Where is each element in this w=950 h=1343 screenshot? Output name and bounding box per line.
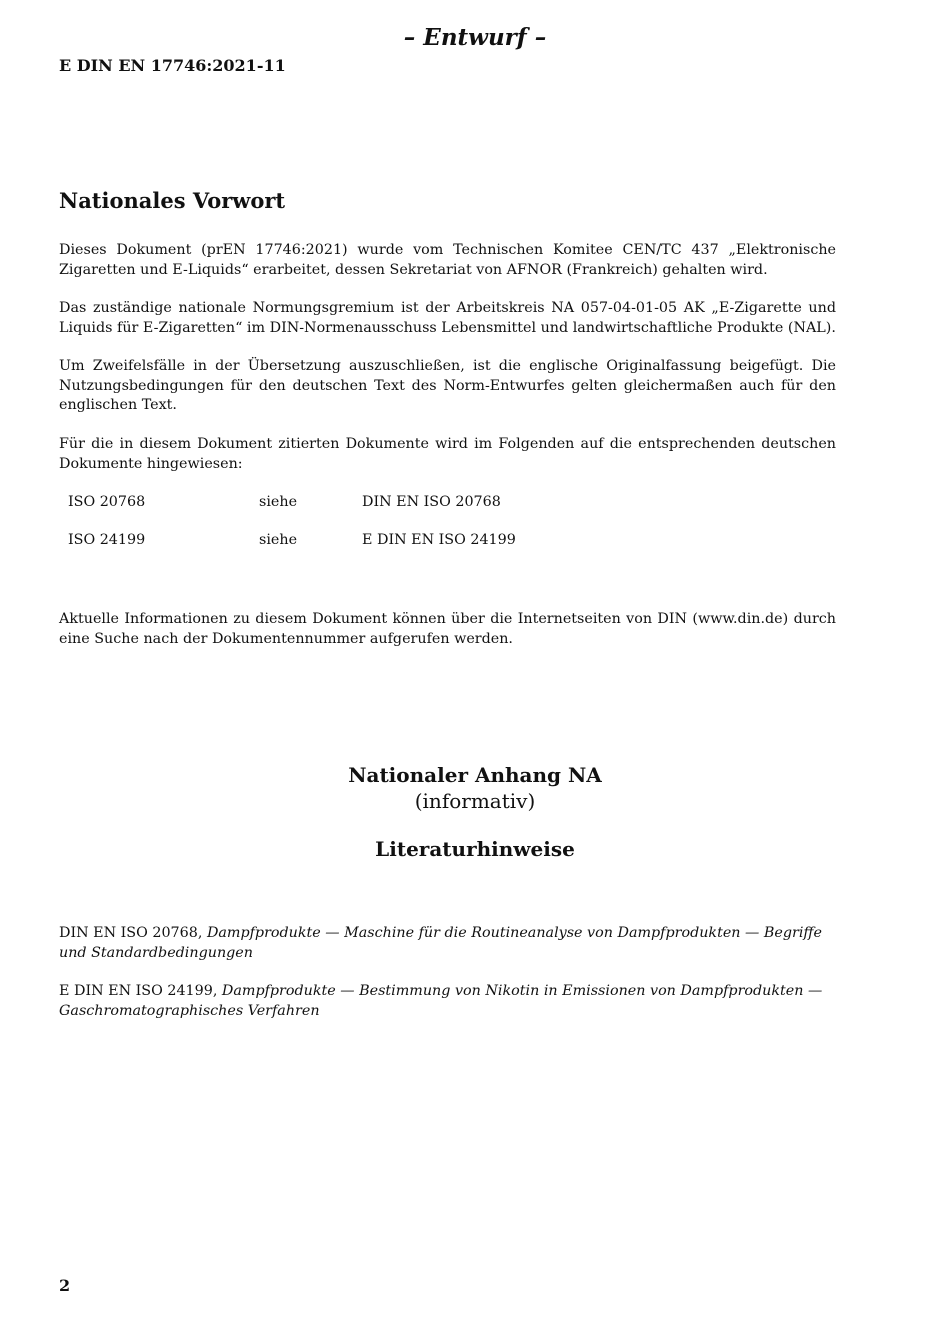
xref-relation: siehe <box>259 532 298 548</box>
draft-label: – Entwurf – <box>403 24 547 51</box>
foreword-paragraph: Das zuständige nationale Normungsgremium ist der Arbeitskreis NA 057-04-01-05 AK „E-Zigarette und Liquids für E-Zigaretten“ im DIN-Normenausschuss Lebensmittel und landwirtschaftliche Produkte (NAL). <box>59 300 836 336</box>
foreword-paragraph: Um Zweifelsfälle in der Übersetzung auszuschließen, ist die englische Originalfassung beigefügt. Die Nutzungsbedingungen für den deutschen Text des Norm-Entwurfes gelten gleichermaßen auch für den englischen Text. <box>59 358 836 413</box>
foreword-paragraph: Für die in diesem Dokument zitierten Dokumente wird im Folgenden auf die entsprechenden deutschen Dokumente hingewiesen: <box>59 436 836 472</box>
reference-title: Dampfprodukte — Bestimmung von Nikotin in Emissionen von Dampfprodukten — Gaschromatographisches Verfahren <box>59 983 823 1019</box>
xref-source: ISO 24199 <box>68 532 146 548</box>
xref-target: DIN EN ISO 20768 <box>362 494 501 510</box>
xref-source: ISO 20768 <box>68 494 146 510</box>
bibliography-title: Literaturhinweise <box>375 837 575 861</box>
document-number: E DIN EN 17746:2021-11 <box>59 56 286 75</box>
xref-target: E DIN EN ISO 24199 <box>362 532 516 548</box>
annex-subtitle: (informativ) <box>414 789 536 813</box>
xref-relation: siehe <box>259 494 298 510</box>
bibliography-entry <box>59 982 836 1021</box>
foreword-title: Nationales Vorwort <box>59 188 286 213</box>
foreword-paragraph: Dieses Dokument (prEN 17746:2021) wurde vom Technischen Komitee CEN/TC 437 „Elektronische Zigaretten und E-Liquids“ erarbeitet, dessen Sekretariat von AFNOR (Frankreich) gehalten wird. <box>59 242 836 278</box>
foreword-closing: Aktuelle Informationen zu diesem Dokument können über die Internetseiten von DIN (www.din.de) durch eine Suche nach der Dokumentennummer aufgerufen werden. <box>59 611 836 647</box>
page-number: 2 <box>59 1276 71 1295</box>
reference-designation: E DIN EN ISO 24199, <box>59 983 218 999</box>
bibliography-entry <box>59 924 836 963</box>
reference-designation: DIN EN ISO 20768, <box>59 925 203 941</box>
reference-title: Dampfprodukte — Maschine für die Routineanalyse von Dampfprodukten — Begriffe und Standardbedingungen <box>59 925 823 961</box>
annex-title: Nationaler Anhang NA <box>348 763 602 787</box>
